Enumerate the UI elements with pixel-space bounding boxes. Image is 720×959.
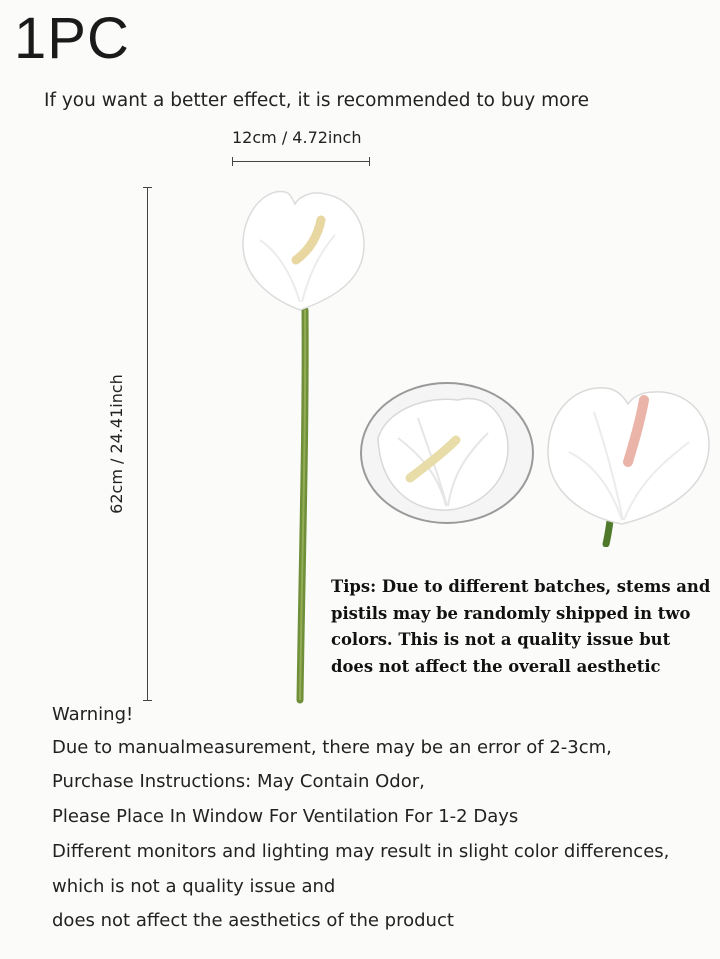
warning-line: Different monitors and lighting may result in slight color differences,: [52, 841, 670, 862]
height-dimension-line: [147, 187, 148, 701]
warning-line: which is not a quality issue and: [52, 876, 336, 897]
recommendation-text: If you want a better effect, it is recommended to buy more: [44, 90, 590, 111]
width-dimension-line: [232, 161, 370, 162]
warning-line: Please Place In Window For Ventilation For 1-2 Days: [52, 806, 519, 827]
tips-note: Tips: Due to different batches, stems and pistils may be randomly shipped in two colors. This is not a quality issue but does not affect the overall aesthetic: [331, 577, 711, 676]
height-dimension-label: 62cm / 24.41inch: [107, 374, 126, 514]
warning-line: Purchase Instructions: May Contain Odor,: [52, 771, 425, 792]
flower-top-view-image: [358, 378, 536, 528]
width-dimension-label: 12cm / 4.72inch: [232, 128, 362, 147]
warning-line: Due to manualmeasurement, there may be an error of 2-3cm,: [52, 737, 612, 758]
flower-front-view-image: [544, 382, 714, 547]
warning-heading: Warning!: [52, 704, 134, 725]
warning-line: does not affect the aesthetics of the product: [52, 910, 454, 931]
product-quantity-title: 1PC: [14, 6, 130, 71]
